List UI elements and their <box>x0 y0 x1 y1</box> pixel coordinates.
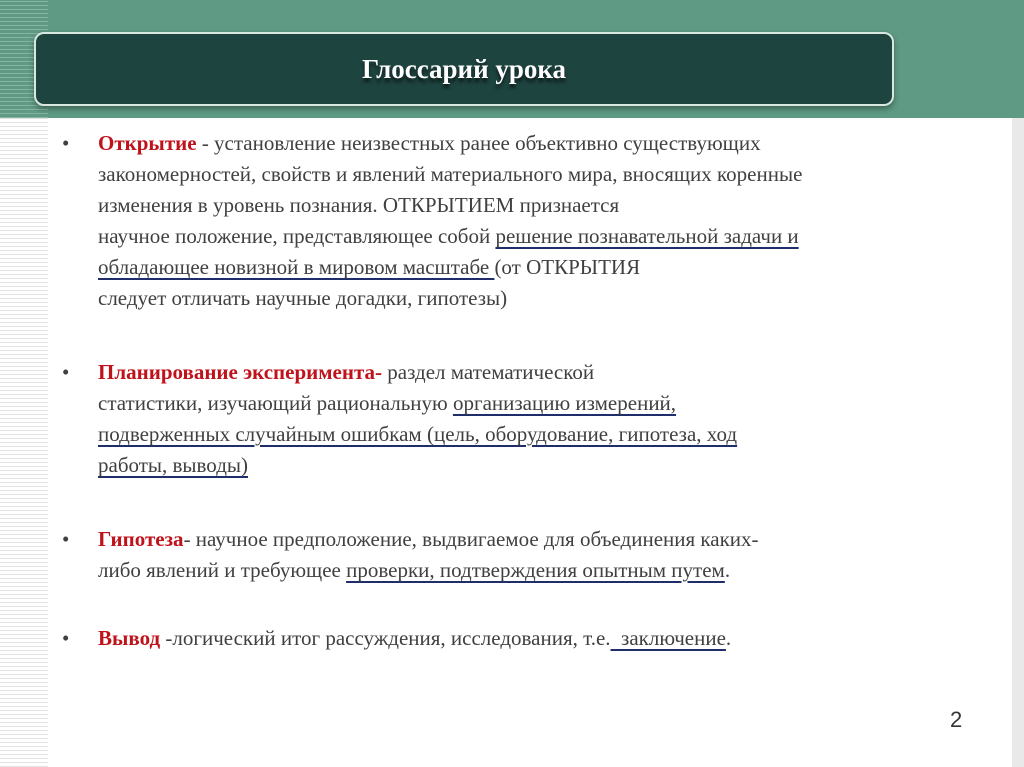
definition-text: - установление неизвестных ранее объективно существующих <box>196 131 761 155</box>
definition-link[interactable]: организацию измерений, <box>452 391 677 415</box>
bullet-icon: • <box>62 527 70 551</box>
term-hypothesis: Гипотеза <box>98 527 184 551</box>
bullet-icon: • <box>62 626 70 650</box>
slide-number: 2 <box>950 707 963 732</box>
slide-title: Глоссарий урока <box>361 53 567 84</box>
right-edge-decoration <box>1012 118 1024 767</box>
definition-text: - научное предположение, выдвигаемое для объединения каких- <box>183 527 759 551</box>
glossary-item-experiment-planning <box>62 357 962 481</box>
definition-link[interactable]: подверженных случайным ошибкам (цель, оборудование, гипотеза, ход <box>98 422 738 446</box>
definition-link[interactable]: обладающее новизной в мировом масштабе <box>98 255 495 279</box>
term-conclusion: Вывод <box>98 626 161 650</box>
definition-link[interactable]: работы, выводы) <box>98 453 248 477</box>
glossary-item-conclusion <box>62 623 962 654</box>
term-discovery: Открытие <box>98 131 197 155</box>
definition-text: закономерностей, свойств и явлений материального мира, вносящих коренные <box>98 162 803 186</box>
definition-text: -логический итог рассуждения, исследования, т.е. <box>160 626 611 650</box>
definition-text: научное положение, представляющее собой <box>98 224 496 248</box>
definition-text: либо явлений и требующее <box>98 558 347 582</box>
definition-text: (от ОТКРЫТИЯ <box>494 255 641 279</box>
definition-text: раздел математической <box>382 360 595 384</box>
definition-text: . <box>725 626 732 650</box>
glossary-list <box>62 128 962 654</box>
definition-text: статистики, изучающий рациональную <box>98 391 453 415</box>
bullet-icon: • <box>62 360 70 384</box>
definition-text: . <box>724 558 731 582</box>
definition-link[interactable]: заключение <box>610 626 726 650</box>
glossary-item-discovery <box>62 128 962 314</box>
title-bar <box>34 32 894 106</box>
bullet-icon: • <box>62 131 70 155</box>
definition-link[interactable]: проверки, подтверждения опытным путем <box>346 558 725 582</box>
glossary-item-hypothesis <box>62 524 962 586</box>
term-experiment-planning: Планирование эксперимента- <box>98 360 383 384</box>
definition-link[interactable]: решение познавательной задачи и <box>495 224 799 248</box>
definition-text: следует отличать научные догадки, гипотезы) <box>98 286 508 310</box>
definition-text: изменения в уровень познания. ОТКРЫТИЕМ признается <box>98 193 620 217</box>
